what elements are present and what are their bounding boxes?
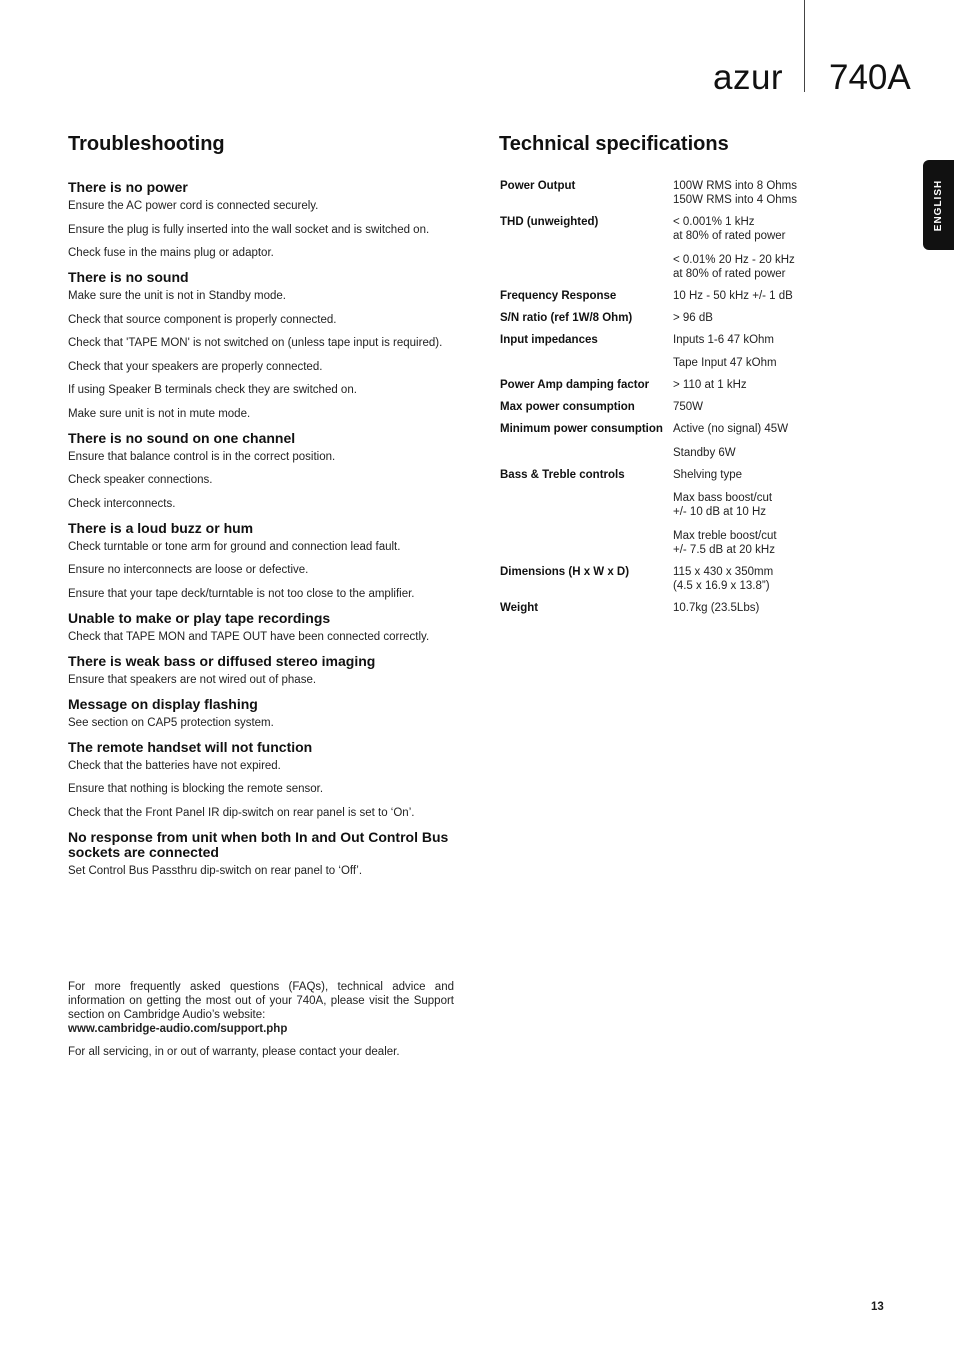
spec-row (500, 400, 820, 414)
spec-label: Input impedances (500, 333, 598, 346)
troubleshoot-section (68, 270, 454, 421)
language-tab-label: ENGLISH (933, 179, 945, 231)
troubleshoot-item: Check turntable or tone arm for ground and connection lead fault. (68, 540, 401, 553)
troubleshoot-section (68, 180, 454, 260)
specs-title: Technical specifications (499, 133, 729, 155)
spec-value: Inputs 1-6 47 kOhm (673, 333, 774, 346)
spec-value: Shelving type (673, 468, 743, 481)
spec-label: Frequency Response (500, 289, 617, 302)
spec-value: 100W RMS into 8 Ohms 150W RMS into 4 Ohms (673, 180, 797, 206)
troubleshooting-title: Troubleshooting (68, 133, 225, 155)
spec-row (500, 333, 820, 371)
spec-values (673, 422, 820, 460)
troubleshoot-heading: There is weak bass or diffused stereo imaging (68, 652, 376, 669)
troubleshoot-section (68, 611, 454, 644)
spec-value: Tape Input 47 kOhm (673, 357, 777, 369)
specs-table (500, 179, 820, 623)
spec-row (500, 289, 820, 303)
spec-row (500, 179, 820, 207)
troubleshoot-item: If using Speaker B terminals check they are switched on. (68, 384, 357, 396)
spec-label: Minimum power consumption (500, 423, 663, 435)
spec-row (500, 601, 820, 615)
troubleshoot-heading: No response from unit when both In and Out Control Bus sockets are connected (68, 828, 449, 860)
troubleshoot-heading: There is no sound on one channel (68, 429, 296, 446)
spec-value: Max treble boost/cut +/- 7.5 dB at 20 kHz (673, 529, 777, 556)
spec-value: Max bass boost/cut +/- 10 dB at 10 Hz (673, 492, 773, 518)
spec-row (500, 468, 820, 557)
spec-values (673, 179, 820, 207)
spec-values (673, 311, 820, 325)
spec-values (673, 468, 820, 557)
spec-value: < 0.01% 20 Hz - 20 kHz at 80% of rated power (673, 253, 795, 280)
page-number: 13 (871, 1301, 884, 1313)
spec-row (500, 311, 820, 325)
troubleshoot-item: Check that the Front Panel IR dip-switch on rear panel is set to ‘On’. (68, 806, 415, 819)
spec-row (500, 422, 820, 460)
spec-value: Standby 6W (673, 446, 736, 459)
troubleshoot-item: Ensure that nothing is blocking the remote sensor. (68, 783, 324, 795)
spec-value: 750W (673, 401, 704, 413)
troubleshoot-item: Check that your speakers are properly connected. (68, 360, 323, 373)
spec-values (673, 565, 820, 593)
troubleshoot-item: See section on CAP5 protection system. (68, 716, 274, 729)
spec-label: THD (unweighted) (500, 216, 599, 228)
troubleshoot-item: Check that 'TAPE MON' is not switched on (unless tape input is required). (68, 337, 443, 349)
servicing-paragraph: For all servicing, in or out of warranty, please contact your dealer. (68, 1046, 400, 1058)
spec-label: Power Amp damping factor (500, 379, 650, 391)
spec-values (673, 378, 820, 392)
spec-label: S/N ratio (ref 1W/8 Ohm) (500, 311, 633, 324)
brand-name: azur (713, 58, 784, 97)
troubleshoot-item: Ensure that your tape deck/turntable is not too close to the amplifier. (68, 587, 415, 600)
troubleshoot-item: Check speaker connections. (68, 474, 213, 486)
troubleshoot-item: Ensure that balance control is in the correct position. (68, 450, 336, 463)
troubleshoot-item: Ensure the AC power cord is connected securely. (68, 200, 319, 212)
troubleshoot-item: Make sure the unit is not in Standby mode. (68, 290, 286, 302)
spec-value: Active (no signal) 45W (673, 423, 789, 435)
spec-values (673, 289, 820, 303)
faq-paragraph: For more frequently asked questions (FAQs), technical advice and information on getting the most out of your 740A, please visit the Support section on Cambridge Audio’s website: (68, 981, 454, 1021)
spec-values (673, 215, 820, 281)
troubleshoot-item: Ensure no interconnects are loose or defective. (68, 564, 309, 576)
troubleshoot-item: Check that the batteries have not expired. (68, 759, 281, 772)
troubleshoot-section (68, 830, 454, 878)
brand-divider (804, 0, 805, 92)
troubleshoot-heading: There is a loud buzz or hum (68, 519, 254, 536)
spec-row (500, 215, 820, 281)
troubleshoot-heading: There is no sound (68, 269, 189, 285)
troubleshoot-heading: The remote handset will not function (68, 738, 313, 755)
spec-label: Dimensions (H x W x D) (500, 565, 630, 578)
troubleshoot-section (68, 740, 454, 820)
spec-value: < 0.001% 1 kHz at 80% of rated power (673, 216, 786, 242)
model-name: 740A (829, 58, 911, 97)
troubleshoot-heading: Message on display flashing (68, 695, 258, 712)
troubleshoot-item: Set Control Bus Passthru dip-switch on rear panel to ‘Off’. (68, 864, 363, 877)
troubleshoot-section (68, 521, 454, 601)
spec-value: > 110 at 1 kHz (673, 379, 747, 391)
troubleshoot-item: Ensure that speakers are not wired out of phase. (68, 673, 317, 686)
spec-label: Bass & Treble controls (500, 468, 625, 481)
spec-values (673, 400, 820, 414)
troubleshoot-item: Check that source component is properly connected. (68, 313, 337, 326)
troubleshoot-section (68, 431, 454, 511)
spec-value: 115 x 430 x 350mm (4.5 x 16.9 x 13.8”) (673, 565, 774, 592)
troubleshoot-item: Check fuse in the mains plug or adaptor. (68, 247, 274, 259)
spec-values (673, 333, 820, 371)
spec-label: Weight (500, 601, 539, 614)
troubleshoot-heading: There is no power (68, 179, 188, 195)
spec-label: Max power consumption (500, 401, 635, 413)
troubleshoot-item: Ensure the plug is fully inserted into the wall socket and is switched on. (68, 223, 430, 236)
troubleshooting-section (68, 180, 454, 888)
support-info (68, 980, 454, 1068)
spec-row (500, 565, 820, 593)
troubleshoot-section (68, 654, 454, 687)
spec-row (500, 378, 820, 392)
spec-values (673, 601, 820, 615)
language-tab (923, 160, 954, 250)
troubleshoot-item: Make sure unit is not in mute mode. (68, 407, 251, 420)
spec-value: 10.7kg (23.5Lbs) (673, 601, 760, 614)
spec-value: > 96 dB (673, 311, 713, 324)
troubleshoot-heading: Unable to make or play tape recordings (68, 609, 331, 626)
troubleshoot-item: Check that TAPE MON and TAPE OUT have been connected correctly. (68, 630, 430, 643)
spec-value: 10 Hz - 50 kHz +/- 1 dB (673, 289, 793, 302)
support-url[interactable]: www.cambridge-audio.com/support.php (68, 1023, 288, 1035)
troubleshoot-item: Check interconnects. (68, 497, 176, 510)
troubleshoot-section (68, 697, 454, 730)
spec-label: Power Output (500, 180, 576, 192)
